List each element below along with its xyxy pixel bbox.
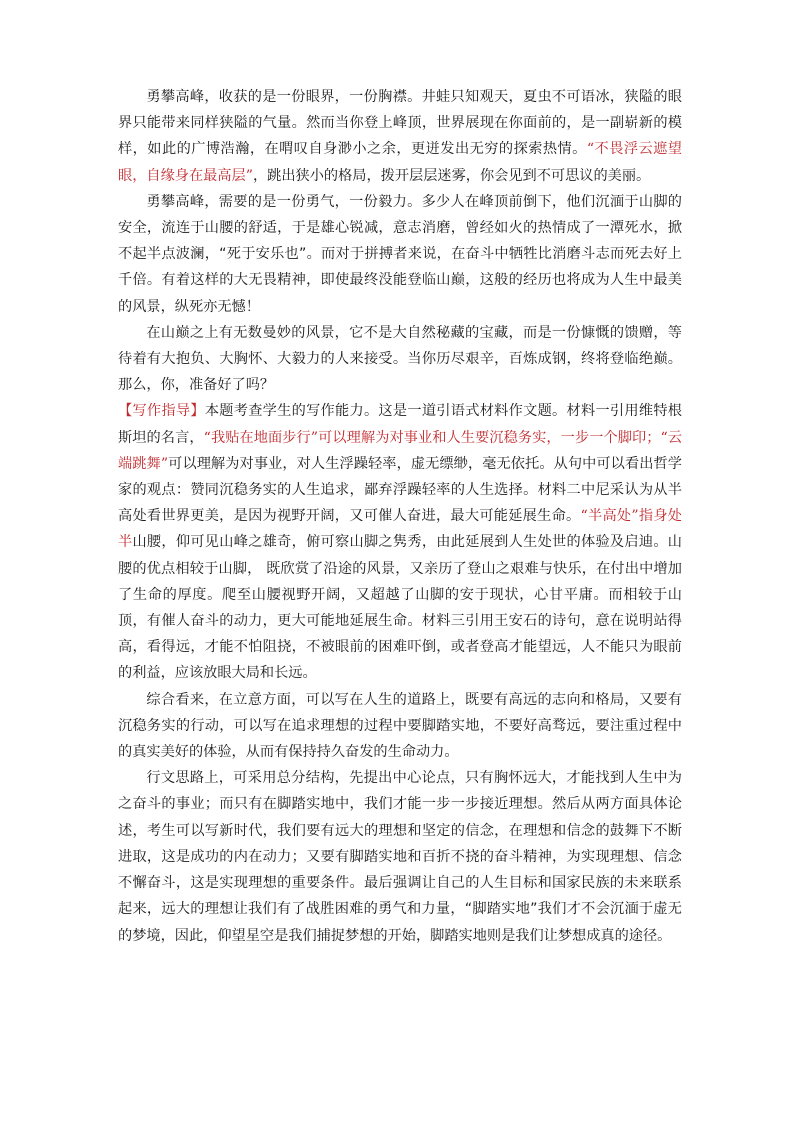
guide-text-3: 山腰，仰可见山峰之雄奇，俯可察山脚之隽秀，由此延展到人生处世的体验及启迪。山腰的优点相较于山脚， 既欣赏了沿途的风景，又亲历了登山之艰难与快乐，在付出中增加了生命的厚度。爬至山腰视野开阔，又超越了山脚的安于现状，心甘平庸。而相较于山顶，有催人奋斗的动力，更大可能地延展生命。材料三引用王安石的诗句，意在说明站得高，看得远，才能不怕阻挠，不被眼前的困难吓倒，或者登高才能望远，人不能只为眼前的利益，应该放眼大局和长远。 xyxy=(118,534,682,682)
paragraph-1 xyxy=(118,84,682,189)
paragraph-3: 在山巅之上有无数曼妙的风景，它不是大自然秘藏的宝藏，而是一份慷慨的馈赠，等待着有大抱负、大胸怀、大毅力的人来接受。当你历尽艰辛，百炼成钢，终将登临绝巅。那么，你，准备好了吗？ xyxy=(118,324,682,394)
paragraph-2: 勇攀高峰，需要的是一份勇气，一份毅力。多少人在峰顶前倒下，他们沉湎于山脚的安全，流连于山腰的舒适，于是雄心锐减，意志消磨，曾经如火的热情成了一潭死水，掀不起半点波澜，“死于安乐也”。而对于拼搏者来说，在奋斗中牺牲比消磨斗志而死去好上千倍。有着这样的大无畏精神，即使最终没能登临山巅，这般的经历也将成为人生中最美的风景，纵死亦无憾！ xyxy=(118,193,682,315)
paragraph-5: 综合看来，在立意方面，可以写在人生的道路上，既要有高远的志向和格局，又要有沉稳务实的行动，可以写在追求理想的过程中要脚踏实地，不要好高骛远，要注重过程中的真实美好的体验，从而有保持持久奋发的生命动力。 xyxy=(118,691,682,761)
paragraph-6: 行文思路上，可采用总分结构，先提出中心论点，只有胸怀远大，才能找到人生中为之奋斗的事业；而只有在脚踏实地中，我们才能一步一步接近理想。然后从两方面具体论述，考生可以写新时代，我们要有远大的理想和坚定的信念，在理想和信念的鼓舞下不断进取，这是成功的内在动力；又要有脚踏实地和百折不挠的奋斗精神，为实现理想、信念不懈奋斗，这是实现理想的重要条件。最后强调让自己的人生目标和国家民族的未来联系起来，远大的理想让我们有了战胜困难的勇气和力量，“脚踏实地”我们才不会沉湎于虚无的梦境，因此，仰望星空是我们捕捉梦想的开始，脚踏实地则是我们让梦想成真的途径。 xyxy=(118,770,682,944)
guide-highlight-2: “半高处”指身处半 xyxy=(118,508,682,551)
paragraph-1-text: 勇攀高峰，收获的是一份眼界，一份胸襟。井蛙只知观天，夏虫不可语冰，狭隘的眼界只能带来同样狭隘的气量。然而当你登上峰顶，世界展现在你面前的，是一副崭新的模样，如此的广博浩瀚，在喟叹自身渺小之余，更迸发出无穷的探索热情。 xyxy=(118,89,682,158)
poem-quote: “不畏浮云遮望眼，自缘身在最高层” xyxy=(118,141,682,184)
writing-guide-tag: 【写作指导】 xyxy=(118,403,205,420)
writing-guide-paragraph xyxy=(118,398,682,686)
guide-highlight-1: “我贴在地面步行”可以理解为对事业和人生要沉稳务实，一步一个脚印；“云端跳舞” xyxy=(118,429,682,472)
paragraph-1-tail: ，跳出狭小的格局，拨开层层迷雾，你会见到不可思议的美丽。 xyxy=(252,167,651,184)
guide-text-1: 本题考查学生的写作能力。这是一道引语式材料作文题。材料一引用维特根斯坦的名言， xyxy=(118,403,682,446)
guide-text-2: 可以理解为对事业，对人生浮躁轻率，虚无缥缈，毫无依托。从句中可以看出哲学家的观点：赞同沉稳务实的人生追求，鄙弃浮躁轻率的人生选择。材料二中尼采认为从半高处看世界更美，是因为视野开阔，又可催人奋进，最大可能延展生命。 xyxy=(118,455,682,525)
document-body xyxy=(118,84,682,949)
